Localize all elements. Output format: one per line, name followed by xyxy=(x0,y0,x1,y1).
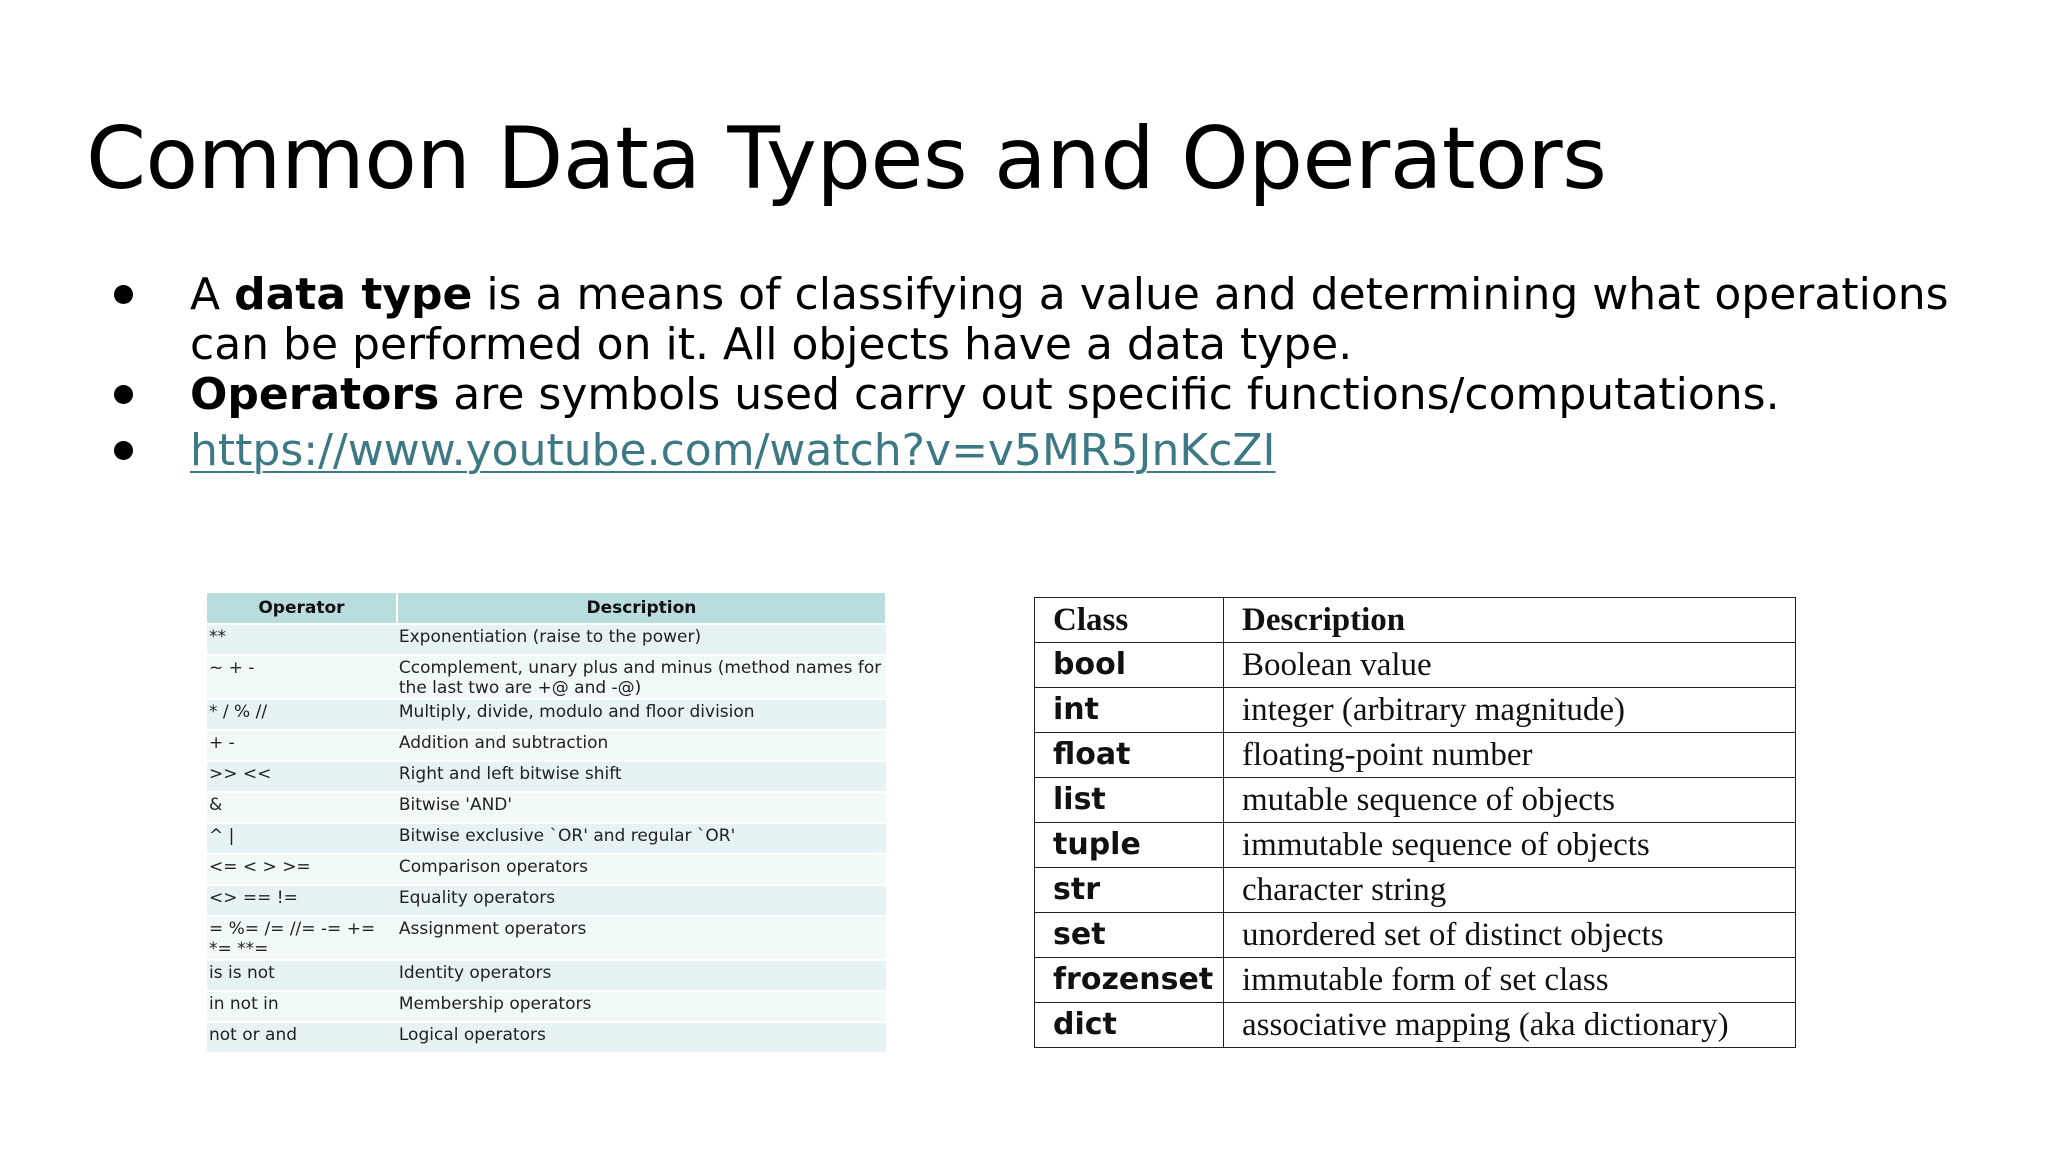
table-row xyxy=(1035,823,1796,868)
operator-cell: * / % // xyxy=(207,699,397,730)
description-cell: Logical operators xyxy=(397,1022,886,1052)
description-cell: character string xyxy=(1224,868,1796,913)
bullet-link xyxy=(112,426,2012,476)
description-cell: Equality operators xyxy=(397,885,886,916)
operator-table-header xyxy=(207,593,886,624)
bullet-dot-icon xyxy=(114,441,133,460)
description-cell: immutable form of set class xyxy=(1224,958,1796,1003)
description-cell: Bitwise exclusive `OR' and regular `OR' xyxy=(397,823,886,854)
operator-cell: ^ | xyxy=(207,823,397,854)
bullet-bold-term: data type xyxy=(234,269,473,320)
operator-cell: & xyxy=(207,792,397,823)
class-cell: dict xyxy=(1035,1003,1224,1048)
description-cell: integer (arbitrary magnitude) xyxy=(1224,688,1796,733)
operator-cell: is is not xyxy=(207,960,397,991)
description-cell: immutable sequence of objects xyxy=(1224,823,1796,868)
description-cell: Bitwise 'AND' xyxy=(397,792,886,823)
class-cell: str xyxy=(1035,868,1224,913)
bullet-data-type xyxy=(112,270,2012,370)
class-header-cell: Class xyxy=(1035,598,1224,643)
description-cell: associative mapping (aka dictionary) xyxy=(1224,1003,1796,1048)
table-row xyxy=(207,792,886,823)
table-row xyxy=(1035,688,1796,733)
bullet-text: is a means of classifying a value and determining what operations can be performed on it. All objects have a data type. xyxy=(190,269,1949,370)
bullet-text-prefix: A xyxy=(190,269,235,320)
table-row xyxy=(1035,913,1796,958)
class-table xyxy=(1034,597,1796,1048)
bullet-text: are symbols used carry out specific functions/computations. xyxy=(439,369,1780,420)
operator-cell: >> << xyxy=(207,761,397,792)
description-cell: Ccomplement, unary plus and minus (method names for the last two are +@ and -@) xyxy=(397,655,886,699)
description-header-cell: Description xyxy=(1224,598,1796,643)
class-cell: list xyxy=(1035,778,1224,823)
youtube-link[interactable]: https://www.youtube.com/watch?v=v5MR5JnKcZI xyxy=(190,425,1276,476)
operator-cell: <= < > >= xyxy=(207,854,397,885)
operator-cell: <> == != xyxy=(207,885,397,916)
description-cell: Assignment operators xyxy=(397,916,886,960)
class-table-header xyxy=(1035,598,1796,643)
operator-cell: ** xyxy=(207,624,397,655)
table-row xyxy=(207,730,886,761)
operator-cell: ~ + - xyxy=(207,655,397,699)
class-cell: int xyxy=(1035,688,1224,733)
description-cell: unordered set of distinct objects xyxy=(1224,913,1796,958)
table-row xyxy=(1035,868,1796,913)
class-cell: set xyxy=(1035,913,1224,958)
table-row xyxy=(1035,643,1796,688)
bullet-operators xyxy=(112,370,2012,420)
table-row xyxy=(207,1022,886,1052)
description-cell: Membership operators xyxy=(397,991,886,1022)
operator-cell: = %= /= //= -= += *= **= xyxy=(207,916,397,960)
description-cell: Boolean value xyxy=(1224,643,1796,688)
description-cell: mutable sequence of objects xyxy=(1224,778,1796,823)
table-row xyxy=(207,885,886,916)
operator-cell: + - xyxy=(207,730,397,761)
operator-cell: not or and xyxy=(207,1022,397,1052)
bullet-dot-icon xyxy=(114,385,133,404)
table-row xyxy=(1035,733,1796,778)
table-row xyxy=(207,699,886,730)
bullet-list xyxy=(112,270,2012,476)
table-row xyxy=(207,624,886,655)
bullet-dot-icon xyxy=(114,285,133,304)
table-row xyxy=(1035,778,1796,823)
table-row xyxy=(207,991,886,1022)
description-header-cell: Description xyxy=(397,593,886,624)
table-row xyxy=(207,916,886,960)
table-row xyxy=(207,960,886,991)
table-row xyxy=(207,823,886,854)
description-cell: Exponentiation (raise to the power) xyxy=(397,624,886,655)
table-row xyxy=(207,854,886,885)
class-cell: frozenset xyxy=(1035,958,1224,1003)
table-row xyxy=(207,655,886,699)
description-cell: Comparison operators xyxy=(397,854,886,885)
description-cell: floating-point number xyxy=(1224,733,1796,778)
bullet-bold-term: Operators xyxy=(190,369,440,420)
description-cell: Multiply, divide, modulo and floor division xyxy=(397,699,886,730)
operator-table xyxy=(207,593,887,1052)
description-cell: Right and left bitwise shift xyxy=(397,761,886,792)
class-cell: float xyxy=(1035,733,1224,778)
description-cell: Identity operators xyxy=(397,960,886,991)
slide-title: Common Data Types and Operators xyxy=(86,109,1607,209)
description-cell: Addition and subtraction xyxy=(397,730,886,761)
table-row xyxy=(1035,1003,1796,1048)
table-row xyxy=(1035,958,1796,1003)
operator-cell: in not in xyxy=(207,991,397,1022)
operator-header-cell: Operator xyxy=(207,593,397,624)
class-cell: tuple xyxy=(1035,823,1224,868)
class-cell: bool xyxy=(1035,643,1224,688)
table-row xyxy=(207,761,886,792)
